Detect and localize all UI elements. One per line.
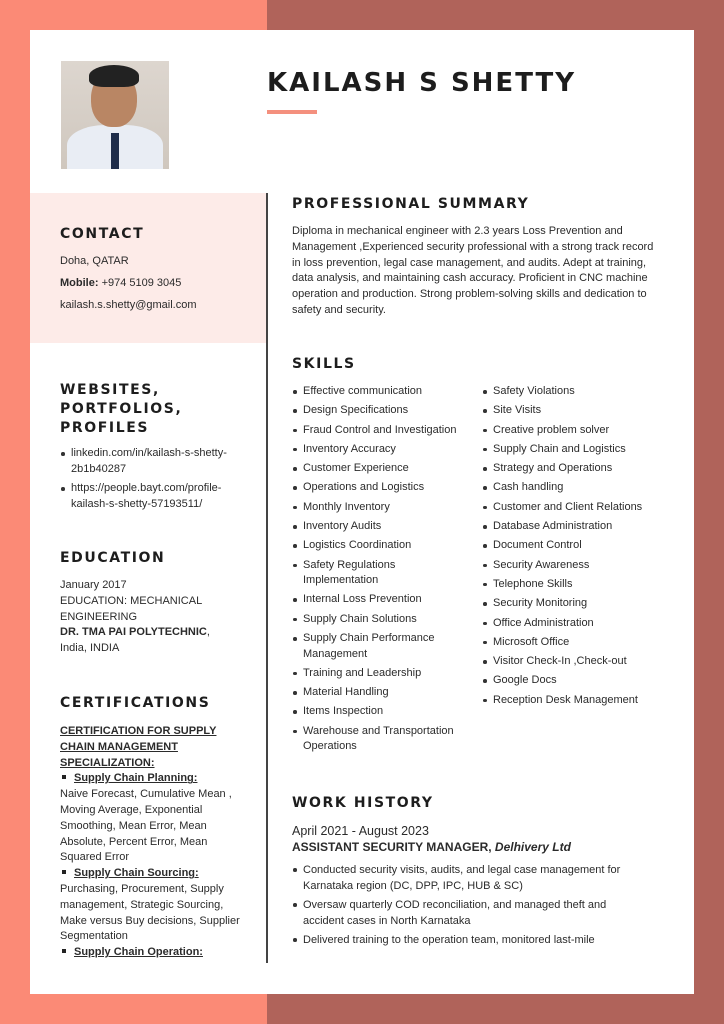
skill-item: Strategy and Operations <box>482 461 672 477</box>
contact-email[interactable]: kailash.s.shetty@gmail.com <box>60 299 197 311</box>
website-link[interactable]: https://people.bayt.com/profile-kailash-s-shetty-57193511/ <box>60 481 242 512</box>
skill-item: Security Monitoring <box>482 596 672 612</box>
certification-title: CERTIFICATION FOR SUPPLY CHAIN MANAGEMENT SPECIALIZATION: <box>60 725 217 769</box>
skill-item: Logistics Coordination <box>292 538 472 554</box>
mobile-label: Mobile: <box>60 277 99 289</box>
skill-item: Safety Regulations Implementation <box>292 558 413 589</box>
skill-item: Site Visits <box>482 403 672 419</box>
skill-item: Fraud Control and Investigation <box>292 423 472 439</box>
cert-item-detail: Purchasing, Procurement, Supply management, Strategic Sourcing, Make versus Buy decisions, Supplier Segmentation <box>60 882 240 943</box>
skill-item: Inventory Accuracy <box>292 442 472 458</box>
certifications-heading: CERTIFICATIONS <box>60 695 211 711</box>
skill-item: Office Administration <box>482 616 672 632</box>
contact-heading: CONTACT <box>60 226 145 242</box>
skill-item: Telephone Skills <box>482 577 672 593</box>
mobile-number[interactable]: +974 5109 3045 <box>101 277 182 289</box>
education-school: DR. TMA PAI POLYTECHNIC <box>60 626 207 639</box>
skills-column-2 <box>482 384 672 712</box>
work-bullet: Conducted security visits, audits, and legal case management for Karnataka region (DC, DPP, IPC, HUB & SC) <box>292 862 637 894</box>
work-bullets <box>292 862 637 951</box>
name-underline <box>267 110 317 114</box>
skill-item: Items Inspection <box>292 704 472 720</box>
profile-photo <box>61 61 169 169</box>
skill-item: Database Administration <box>482 519 672 535</box>
skill-item: Supply Chain Solutions <box>292 612 472 628</box>
cert-item-detail: Naive Forecast, Cumulative Mean , Moving Average, Exponential Smoothing, Mean Error, Mean Absolute, Percent Error, Mean Squared Error <box>60 788 232 864</box>
skill-item: Supply Chain Performance Management <box>292 631 453 662</box>
skill-item: Inventory Audits <box>292 519 472 535</box>
work-heading: WORK HISTORY <box>292 795 434 811</box>
skill-item: Visitor Check-In ,Check-out <box>482 654 672 670</box>
work-title: ASSISTANT SECURITY MANAGER, <box>292 840 492 854</box>
skill-item: Effective communication <box>292 384 472 400</box>
skill-item: Customer and Client Relations <box>482 500 672 516</box>
website-link[interactable]: linkedin.com/in/kailash-s-shetty-2b1b40287 <box>60 446 242 477</box>
skill-item: Monthly Inventory <box>292 500 472 516</box>
skill-item: Document Control <box>482 538 672 554</box>
cert-item-name: Supply Chain Operation: <box>74 946 203 959</box>
skill-item: Internal Loss Prevention <box>292 592 472 608</box>
work-bullet: Oversaw quarterly COD reconciliation, and managed theft and accident cases in North Karnataka <box>292 897 637 929</box>
skill-item: Training and Leadership <box>292 666 472 682</box>
cert-item-name: Supply Chain Sourcing: <box>74 867 199 880</box>
certifications-content <box>60 724 240 961</box>
contact-mobile <box>60 276 250 292</box>
work-bullet: Delivered training to the operation team, monitored last-mile <box>292 932 637 948</box>
skill-item: Warehouse and Transportation Operations <box>292 724 468 755</box>
skill-item: Customer Experience <box>292 461 472 477</box>
cert-item-name: Supply Chain Planning: <box>74 772 198 785</box>
skill-item: Operations and Logistics <box>292 480 472 496</box>
work-company: Delhivery Ltd <box>494 840 571 854</box>
education-place: , India, INDIA <box>60 626 210 655</box>
column-divider <box>266 193 268 963</box>
skill-item: Microsoft Office <box>482 635 672 651</box>
contact-location: Doha, QATAR <box>60 255 129 267</box>
skill-item: Material Handling <box>292 685 472 701</box>
education-heading: EDUCATION <box>60 550 166 566</box>
education-date: January 2017 <box>60 579 127 591</box>
education-degree: EDUCATION: MECHANICAL ENGINEERING <box>60 594 202 623</box>
skill-item: Google Docs <box>482 673 672 689</box>
websites-heading: WEBSITES, PORTFOLIOS, PROFILES <box>60 382 183 436</box>
skills-column-1 <box>292 384 472 759</box>
skill-item: Safety Violations <box>482 384 672 400</box>
skill-item: Design Specifications <box>292 403 472 419</box>
skill-item: Supply Chain and Logistics <box>482 442 672 458</box>
skill-item: Security Awareness <box>482 558 672 574</box>
skill-item: Cash handling <box>482 480 672 496</box>
work-date: April 2021 - August 2023 <box>292 824 429 838</box>
skill-item: Reception Desk Management <box>482 693 672 709</box>
resume-page <box>30 30 694 994</box>
skills-heading: SKILLS <box>292 356 356 372</box>
summary-heading: PROFESSIONAL SUMMARY <box>292 196 530 212</box>
work-position <box>292 839 672 855</box>
websites-list <box>60 446 242 516</box>
education-entry <box>60 578 220 657</box>
candidate-name: KAILASH S SHETTY <box>267 68 577 98</box>
skill-item: Creative problem solver <box>482 423 672 439</box>
summary-text: Diploma in mechanical engineer with 2.3 years Loss Prevention and Management ,Experienced security professional with a strong track record in loss prevention, legal case management, and audits. Adept at training, data analysis, and maintaining cash accuracy. Proficient in CNC machine operation and production. Strong problem-solving skills and dedication to safety and security. <box>292 225 654 316</box>
